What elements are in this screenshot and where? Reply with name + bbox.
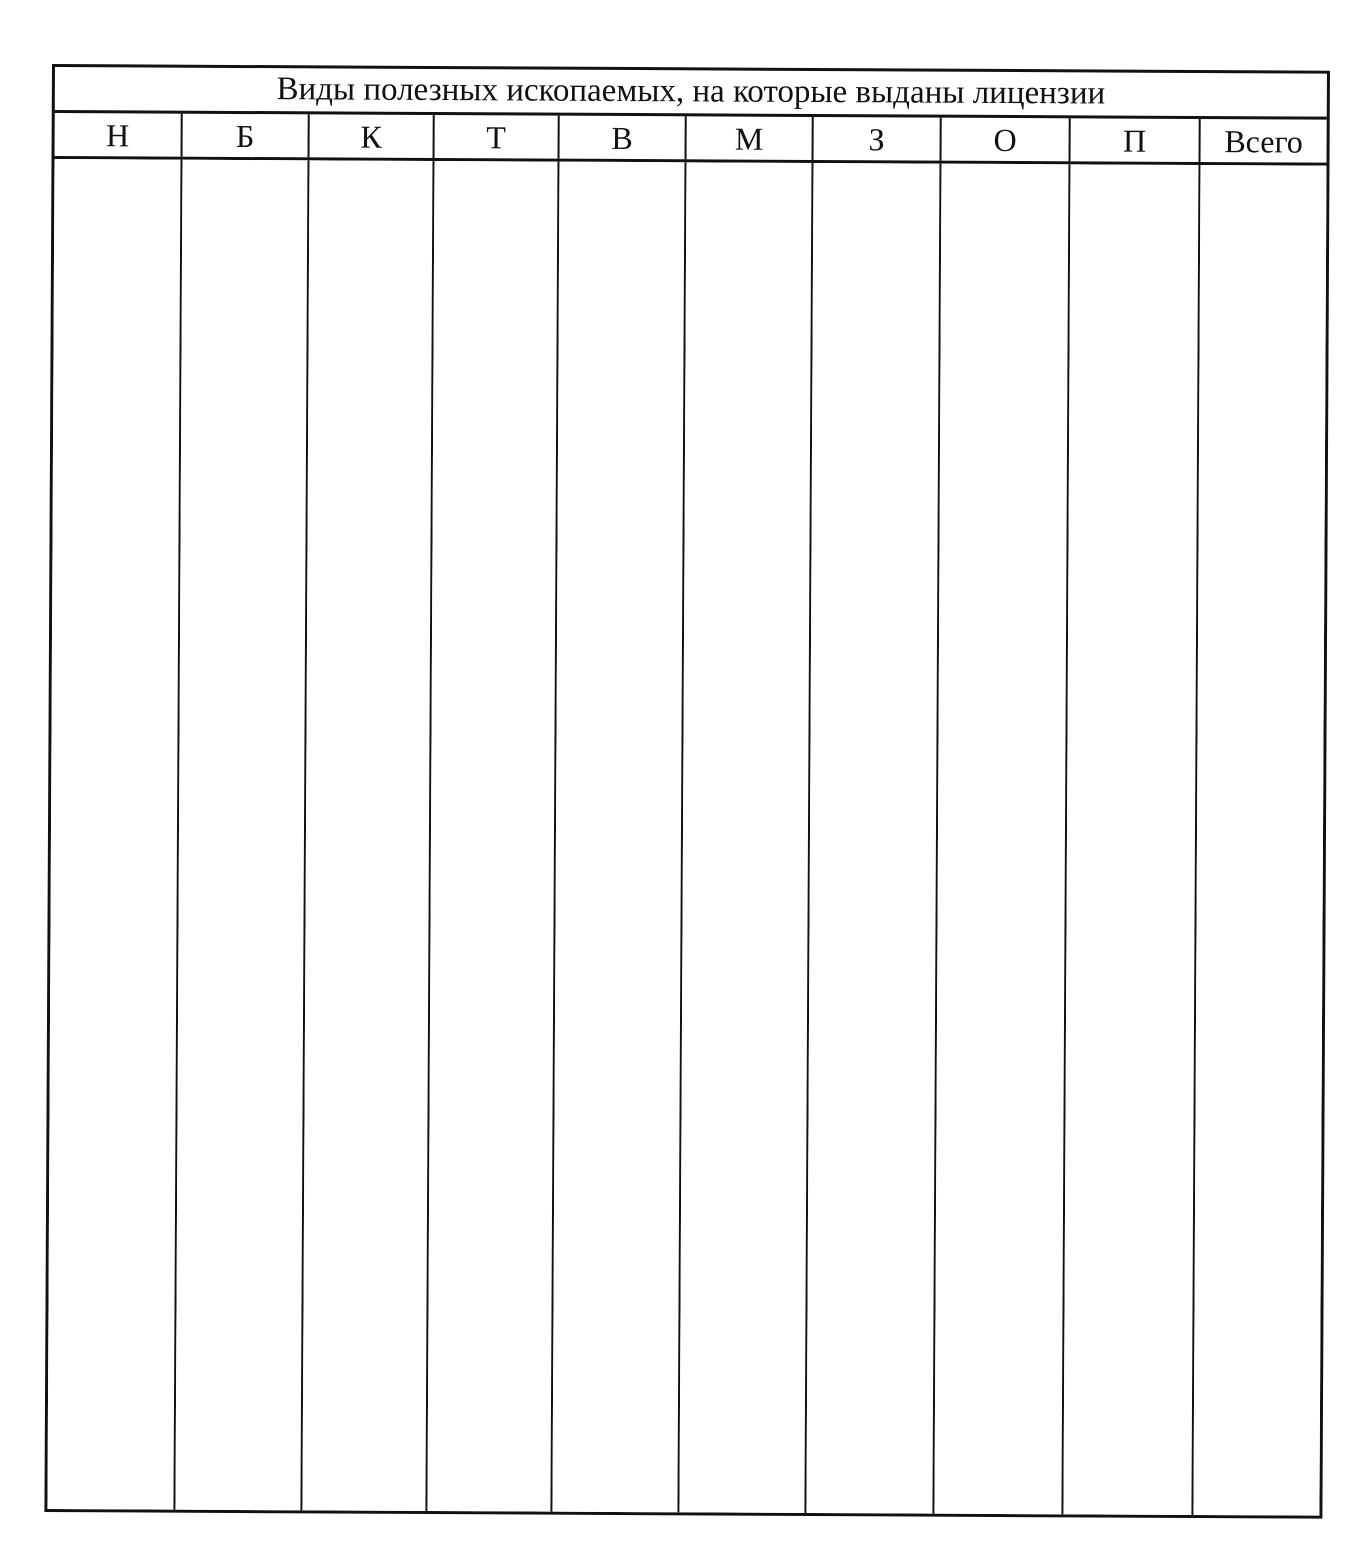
column-header-k: К bbox=[310, 114, 435, 158]
entry-cell-k[interactable] bbox=[302, 160, 434, 1511]
column-header-b: Б bbox=[183, 114, 310, 158]
column-header-o: О bbox=[942, 118, 1071, 162]
column-header-p: П bbox=[1071, 118, 1201, 162]
column-header-z: З bbox=[814, 117, 942, 161]
entry-cell-n[interactable] bbox=[47, 159, 182, 1510]
license-minerals-table bbox=[44, 64, 1330, 1519]
entry-cell-z[interactable] bbox=[806, 163, 941, 1514]
entry-cell-m[interactable] bbox=[679, 162, 813, 1513]
column-header-t: Т bbox=[435, 115, 560, 159]
entry-cell-b[interactable] bbox=[175, 160, 309, 1511]
entry-cell-o[interactable] bbox=[934, 164, 1070, 1515]
column-header-m: М bbox=[687, 116, 814, 160]
table-title: Виды полезных ископаемых, на которые выданы лицензии bbox=[55, 67, 1327, 120]
entry-cell-total[interactable] bbox=[1193, 165, 1326, 1516]
column-header-v: В bbox=[560, 116, 687, 160]
column-header-n: Н bbox=[55, 113, 183, 157]
entry-cell-t[interactable] bbox=[427, 161, 559, 1512]
column-header-total: Всего bbox=[1224, 122, 1303, 160]
table-header-row bbox=[55, 113, 1327, 166]
entry-cell-p[interactable] bbox=[1063, 164, 1200, 1515]
table-entry-row bbox=[47, 159, 1326, 1516]
entry-cell-v[interactable] bbox=[552, 162, 686, 1513]
